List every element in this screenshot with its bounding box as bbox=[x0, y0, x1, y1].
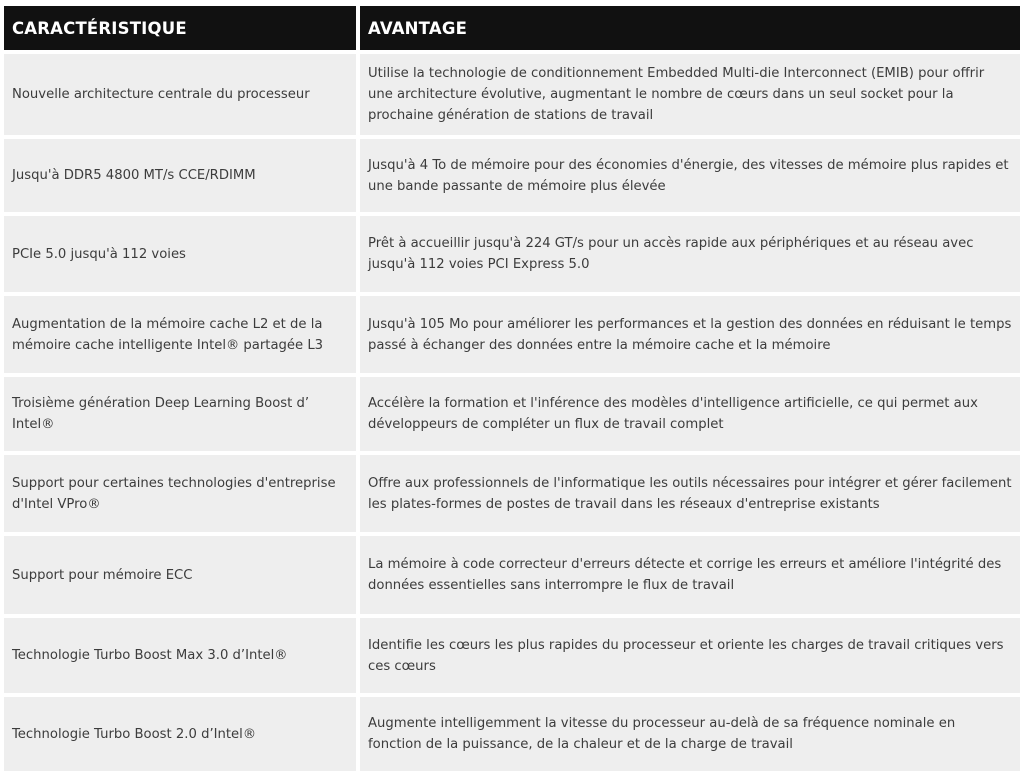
table-row bbox=[4, 216, 1020, 292]
table-row bbox=[4, 377, 1020, 451]
feature-cell: Troisième génération Deep Learning Boost d’ Intel® bbox=[4, 377, 356, 451]
table-row bbox=[4, 697, 1020, 771]
table-header bbox=[4, 6, 1020, 50]
table-row bbox=[4, 536, 1020, 614]
feature-cell: Nouvelle architecture centrale du processeur bbox=[4, 54, 356, 135]
benefit-cell: Identifie les cœurs les plus rapides du processeur et oriente les charges de travail critiques vers ces cœurs bbox=[360, 618, 1020, 693]
feature-benefit-table bbox=[0, 6, 1024, 771]
feature-cell: Technologie Turbo Boost Max 3.0 d’Intel® bbox=[4, 618, 356, 693]
benefit-cell: Prêt à accueillir jusqu'à 224 GT/s pour un accès rapide aux périphériques et au réseau avec jusqu'à 112 voies PCI Express 5.0 bbox=[360, 216, 1020, 292]
benefit-cell: Offre aux professionnels de l'informatique les outils nécessaires pour intégrer et gérer facilement les plates-formes de postes de travail dans les réseaux d'entreprise existants bbox=[360, 455, 1020, 532]
feature-cell: Technologie Turbo Boost 2.0 d’Intel® bbox=[4, 697, 356, 771]
benefit-cell: Accélère la formation et l'inférence des modèles d'intelligence artificielle, ce qui permet aux développeurs de compléter un flux de travail complet bbox=[360, 377, 1020, 451]
feature-cell: Augmentation de la mémoire cache L2 et de la mémoire cache intelligente Intel® partagée L3 bbox=[4, 296, 356, 373]
table-row bbox=[4, 296, 1020, 373]
benefit-cell: Utilise la technologie de conditionnement Embedded Multi-die Interconnect (EMIB) pour offrir une architecture évolutive, augmentant le nombre de cœurs dans un seul socket pour la prochaine génération de stations de travail bbox=[360, 54, 1020, 135]
header-feature: CARACTÉRISTIQUE bbox=[4, 6, 356, 50]
header-benefit: AVANTAGE bbox=[360, 6, 1020, 50]
feature-cell: Support pour certaines technologies d'entreprise d'Intel VPro® bbox=[4, 455, 356, 532]
feature-cell: PCIe 5.0 jusqu'à 112 voies bbox=[4, 216, 356, 292]
benefit-cell: La mémoire à code correcteur d'erreurs détecte et corrige les erreurs et améliore l'intégrité des données essentielles sans interrompre le flux de travail bbox=[360, 536, 1020, 614]
table-row bbox=[4, 54, 1020, 135]
table-body bbox=[4, 50, 1020, 771]
table-row bbox=[4, 618, 1020, 693]
header-row bbox=[4, 6, 1020, 50]
table-row bbox=[4, 139, 1020, 212]
benefit-cell: Jusqu'à 105 Mo pour améliorer les performances et la gestion des données en réduisant le temps passé à échanger des données entre la mémoire cache et la mémoire bbox=[360, 296, 1020, 373]
table-row bbox=[4, 455, 1020, 532]
benefit-cell: Augmente intelligemment la vitesse du processeur au-delà de sa fréquence nominale en fonction de la puissance, de la chaleur et de la charge de travail bbox=[360, 697, 1020, 771]
benefit-cell: Jusqu'à 4 To de mémoire pour des économies d'énergie, des vitesses de mémoire plus rapides et une bande passante de mémoire plus élevée bbox=[360, 139, 1020, 212]
feature-cell: Jusqu'à DDR5 4800 MT/s CCE/RDIMM bbox=[4, 139, 356, 212]
feature-cell: Support pour mémoire ECC bbox=[4, 536, 356, 614]
